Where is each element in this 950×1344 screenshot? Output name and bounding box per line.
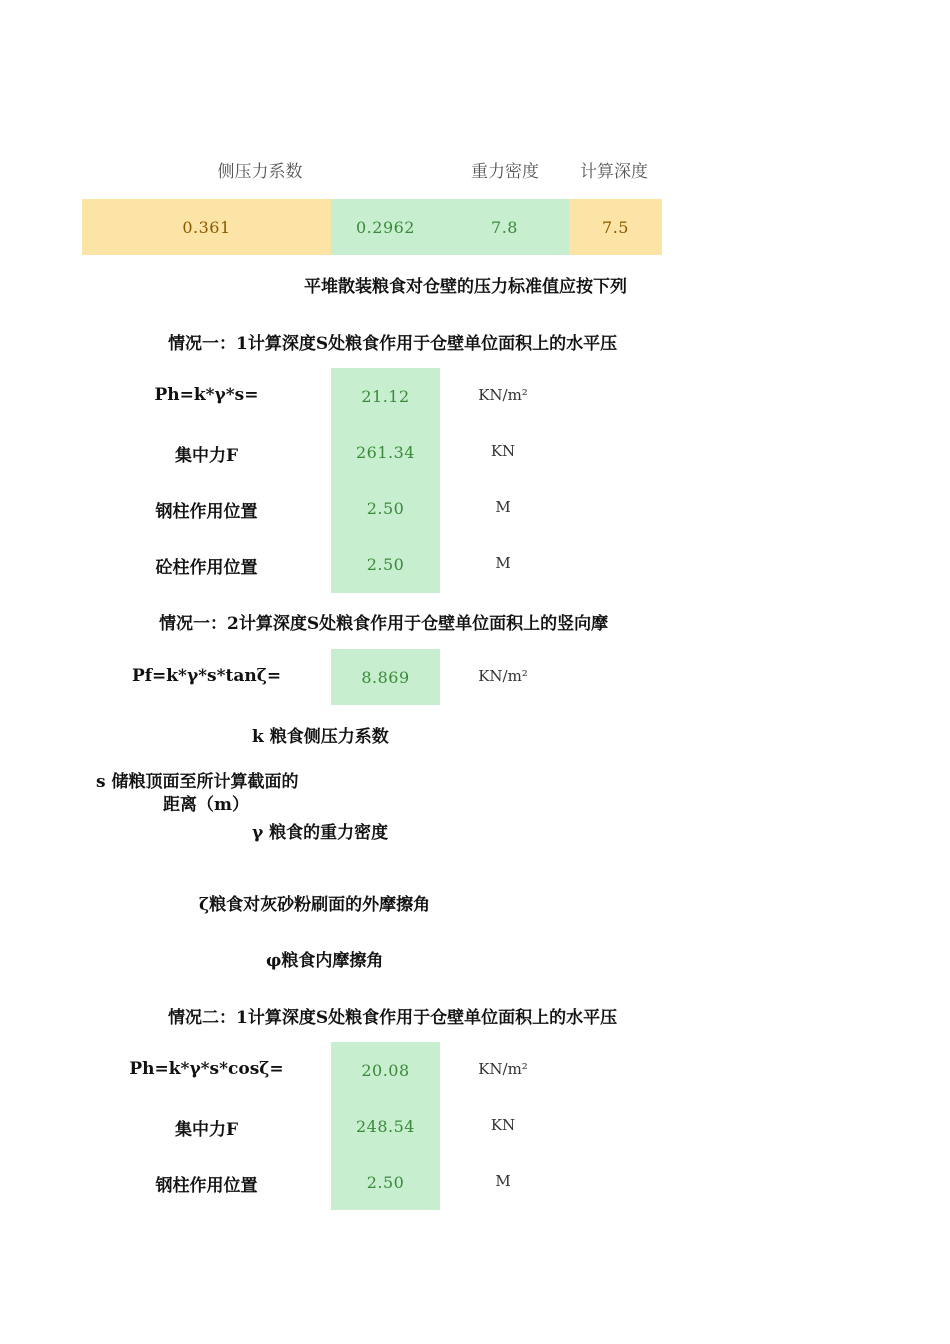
case2-1-heading: 情况二：1计算深度S处粮食作用于仓壁单位面积上的水平压 xyxy=(168,1008,618,1028)
note-k: k 粮食侧压力系数 xyxy=(252,727,389,747)
steel-column-position2-cell[interactable]: 2.50 xyxy=(366,1172,405,1192)
header-gravity-density: 重力密度 xyxy=(471,162,539,182)
unit-label: KN/m² xyxy=(478,1060,528,1078)
ph-value-cell[interactable]: 21.12 xyxy=(361,386,410,406)
case1-1-heading: 情况一：1计算深度S处粮食作用于仓壁单位面积上的水平压 xyxy=(168,334,618,354)
row-label: 钢柱作用位置 xyxy=(155,502,258,522)
unit-label: KN xyxy=(490,1116,516,1134)
unit-label: M xyxy=(495,498,511,516)
row-label: 集中力F xyxy=(174,446,239,466)
header-lateral-pressure-coef: 侧压力系数 xyxy=(217,162,303,182)
row-label: Pf=k*γ*s*tanζ= xyxy=(131,666,282,686)
param-s-cell[interactable]: 7.5 xyxy=(569,199,662,255)
unit-label: KN xyxy=(490,442,516,460)
case1-2-heading: 情况一：2计算深度S处粮食作用于仓壁单位面积上的竖向摩 xyxy=(159,614,609,634)
unit-label: KN/m² xyxy=(478,386,528,404)
unit-label: KN/m² xyxy=(478,667,528,685)
concrete-column-position-cell[interactable]: 2.50 xyxy=(366,554,405,574)
ph-cos-value-cell[interactable]: 20.08 xyxy=(361,1060,410,1080)
pf-value-cell[interactable]: 8.869 xyxy=(331,649,440,705)
force-f2-value-cell[interactable]: 248.54 xyxy=(356,1116,415,1136)
unit-label: M xyxy=(495,1172,511,1190)
steel-column-position-cell[interactable]: 2.50 xyxy=(366,498,405,518)
row-label: 钢柱作用位置 xyxy=(155,1176,258,1196)
note-zeta: ζ粮食对灰砂粉刷面的外摩擦角 xyxy=(199,895,431,915)
unit-label: M xyxy=(495,554,511,572)
note-s-line1: s 储粮顶面至所计算截面的 xyxy=(96,772,299,792)
header-calc-depth: 计算深度 xyxy=(580,162,648,182)
row-label: 集中力F xyxy=(174,1120,239,1140)
note-gamma: γ 粮食的重力密度 xyxy=(252,823,389,843)
section-title: 平堆散装粮食对仓壁的压力标准值应按下列 xyxy=(304,277,627,297)
note-phi: φ粮食内摩擦角 xyxy=(266,951,384,971)
row-label: 砼柱作用位置 xyxy=(155,558,258,578)
force-f-value-cell[interactable]: 261.34 xyxy=(356,442,415,462)
note-s-line2: 距离（m） xyxy=(163,795,249,815)
param-gamma-cell[interactable]: 7.8 xyxy=(440,199,569,255)
param-k-cell[interactable]: 0.361 xyxy=(82,199,331,255)
row-label: Ph=k*γ*s*cosζ= xyxy=(129,1059,284,1079)
param-tan-cell[interactable]: 0.2962 xyxy=(331,199,440,255)
row-label: Ph=k*γ*s= xyxy=(154,385,259,405)
